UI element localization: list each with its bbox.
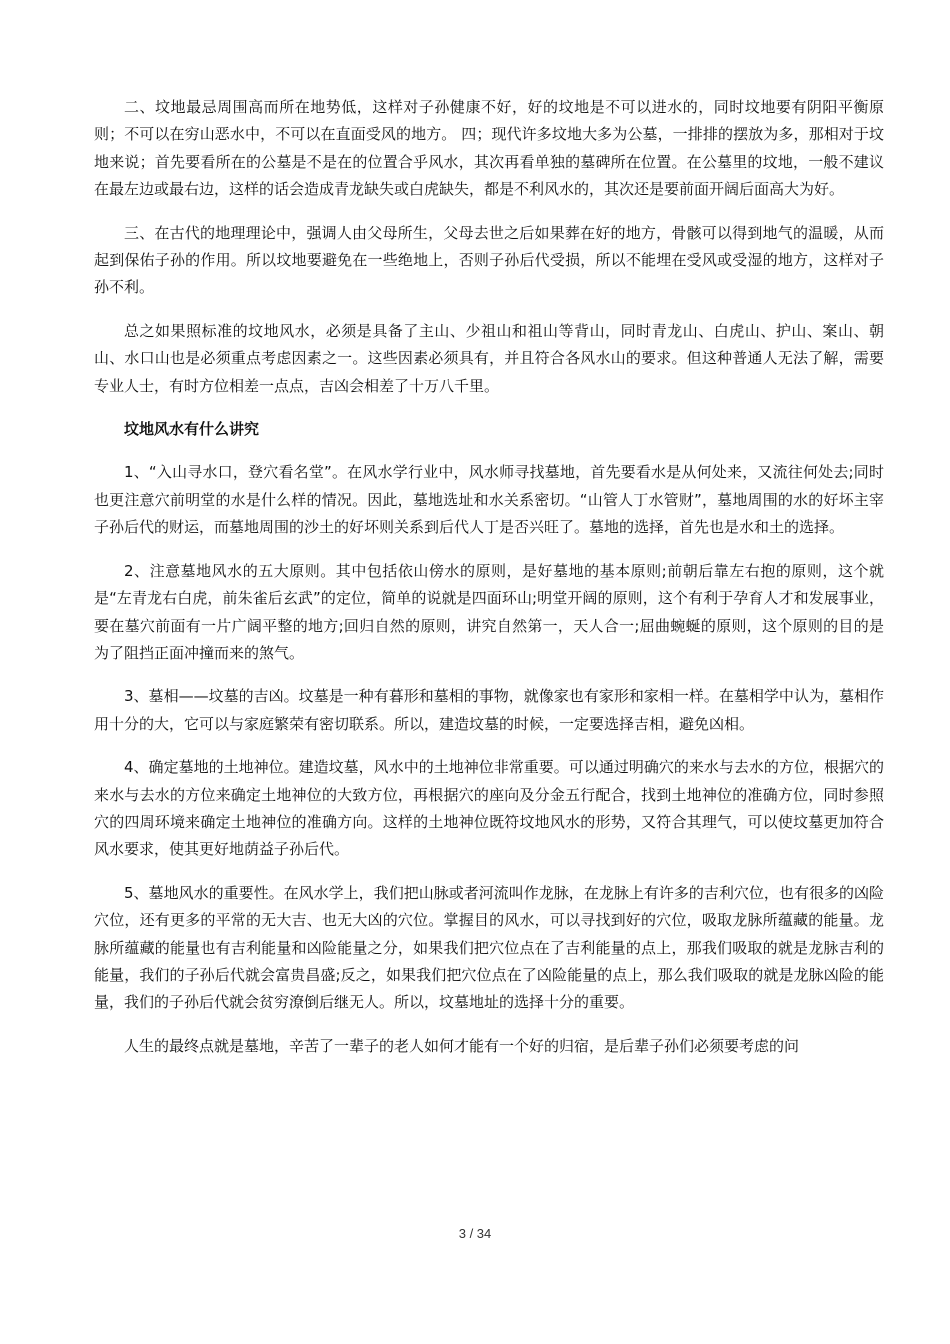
page-number: 3 / 34 — [458, 1226, 492, 1241]
paragraph-3: 三、在古代的地理理论中，强调人由父母所生，父母去世之后如果葬在好的地方，骨骸可以得到地气的温暖，从而起到保佑子孙的作用。所以坟地要避免在一些绝地上，否则子孙后代受损，所以不能埋在受风或受湿的地方，这样对子孙不利。 — [94, 223, 884, 297]
list-item-4: 4、确定墓地的土地神位。建造坟墓，风水中的土地神位非常重要。可以通过明确穴的来水与去水的方位，根据穴的来水与去水的方位来确定土地神位的大致方位，再根据穴的座向及分金五行配合，找到土地神位的准确方位，同时参照穴的四周环境来确定土地神位的准确方向。这样的土地神位既符坟地风水的形势，又符合其理气，可以使坟墓更加符合风水要求，使其更好地荫益子孙后代。 — [94, 758, 884, 859]
document-body — [94, 94, 884, 1076]
list-item-1: 1、“入山寻水口，登穴看名堂”。在风水学行业中，风水师寻找墓地，首先要看水是从何处来，又流往何处去;同时也更注意穴前明堂的水是什么样的情况。因此，墓地选址和水关系密切。“山管人丁水管财”，墓地周围的水的好坏主宰子孙后代的财运，而墓地周围的沙土的好坏则关系到后代人丁是否兴旺了。墓地的选择，首先也是水和土的选择。 — [94, 463, 884, 537]
paragraph-2: 二、坟地最忌周围高而所在地势低，这样对子孙健康不好，好的坟地是不可以进水的，同时坟地要有阴阳平衡原则；不可以在穷山恶水中，不可以在直面受风的地方。 四；现代许多坟地大多为公墓，一排排的摆放为多，那相对于坟地来说；首先要看所在的公墓是不是在的位置合乎风水，其次再看单独的墓碑所在位置。在公墓里的坟地，一般不建议在最左边或最右边，这样的话会造成青龙缺失或白虎缺失，都是不利风水的，其次还是要前面开阔后面高大为好。 — [94, 98, 884, 199]
list-item-5: 5、墓地风水的重要性。在风水学上，我们把山脉或者河流叫作龙脉，在龙脉上有许多的吉利穴位，也有很多的凶险穴位，还有更多的平常的无大吉、也无大凶的穴位。掌握目的风水，可以寻找到好的穴位，吸取龙脉所蕴藏的能量。龙脉所蕴藏的能量也有吉利能量和凶险能量之分，如果我们把穴位点在了吉利能量的点上，那我们吸取的就是龙脉吉利的能量，我们的子孙后代就会富贵昌盛;反之，如果我们把穴位点在了凶险能量的点上，那么我们吸取的就是龙脉凶险的能量，我们的子孙后代就会贫穷潦倒后继无人。所以，坟墓地址的选择十分的重要。 — [94, 883, 884, 1012]
section-heading: 坟地风水有什么讲究 — [124, 420, 260, 439]
paragraph-summary: 总之如果照标准的坟地风水，必须是具备了主山、少祖山和祖山等背山，同时青龙山、白虎山、护山、案山、朝山、水口山也是必须重点考虑因素之一。这些因素必须具有，并且符合各风水山的要求。但这种普通人无法了解，需要专业人士，有时方位相差一点点，吉凶会相差了十万八千里。 — [94, 321, 884, 395]
list-item-2: 2、注意墓地风水的五大原则。其中包括依山傍水的原则，是好墓地的基本原则;前朝后靠左右抱的原则，这个就是“左青龙右白虎，前朱雀后玄武”的定位，简单的说就是四面环山;明堂开阔的原则，这个有利于孕育人才和发展事业，要在墓穴前面有一片广阔平整的地方;回归自然的原则，讲究自然第一，天人合一;屈曲蜿蜒的原则，这个原则的目的是为了阻挡正面冲撞而来的煞气。 — [94, 561, 884, 662]
list-item-3: 3、墓相——坟墓的吉凶。坟墓是一种有暮形和墓相的事物，就像家也有家形和家相一样。在墓相学中认为，墓相作用十分的大，它可以与家庭繁荣有密切联系。所以，建造坟墓的时候，一定要选择吉相，避免凶相。 — [94, 687, 884, 733]
paragraph-last: 人生的最终点就是墓地，辛苦了一辈子的老人如何才能有一个好的归宿，是后辈子孙们必须要考虑的问 — [124, 1036, 800, 1055]
